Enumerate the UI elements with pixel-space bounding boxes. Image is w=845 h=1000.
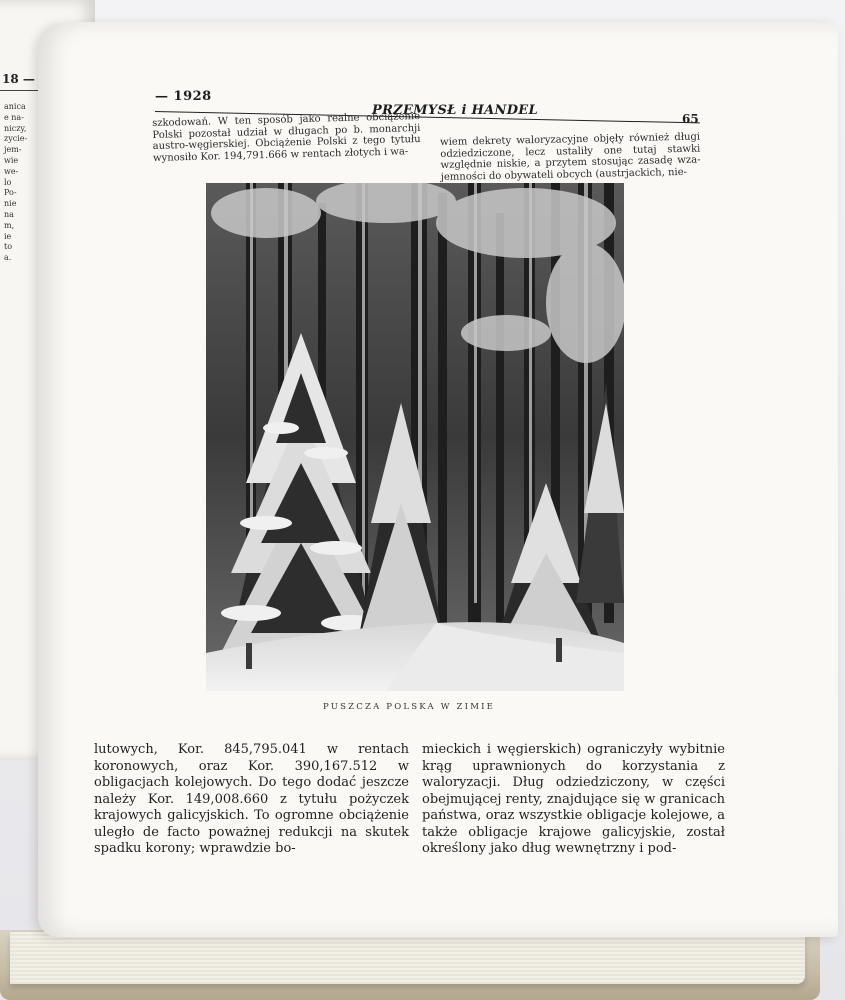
left-page-fragment: zycie- [4, 134, 28, 144]
left-page-fragment: m, [4, 220, 15, 230]
top-left-paragraph: szkodowań. W ten sposób jako realne obciążenie Polski pozostał udział w długach po b. monarchji austro-węgierskiej. Obciążenie Polski z tego tytułu wynosiło Kor. 194,791.666 w rentach złotych i wa- [152, 110, 421, 164]
left-page-fragment: we- [4, 166, 19, 176]
left-page-fragment: nie [4, 199, 17, 209]
left-page-fragment: anica [4, 102, 26, 111]
left-page-fragment: e na- [4, 112, 24, 122]
left-page-fragment: lo [4, 177, 12, 187]
bottom-left-paragraph: lutowych, Kor. 845,795.041 w rentach koronowych, oraz Kor. 390,167.512 w obligacjach kolejowych. Do tego dodać jeszcze należy Kor. 149,008.660 z tytułu pożyczek krajowych galicyjskich. To ogromne obciążenie uległo de facto poważnej redukcji na skutek spadku korony; wprawdzie bo- [94, 742, 409, 856]
left-page-fragment: jem- [4, 145, 22, 155]
journal-title: PRZEMYSŁ i HANDEL [372, 103, 538, 118]
left-page-fragment: niczy, [4, 123, 27, 133]
header-year: — 1928 [155, 89, 212, 104]
photo-caption: PUSZCZA POLSKA W ZIMIE [323, 702, 496, 712]
left-page-number: 18 — [2, 72, 35, 86]
left-page-fragment: na [4, 210, 14, 219]
top-left-column [152, 111, 421, 164]
left-page-fragment: Po- [4, 188, 17, 198]
left-page-fragment: ie [4, 231, 12, 241]
forest-photograph [206, 183, 624, 691]
page-number: 65 [682, 112, 699, 126]
left-page-fragment: a. [4, 253, 12, 263]
top-right-column [440, 132, 701, 183]
page-edges [10, 932, 805, 984]
running-head [0, 0, 845, 130]
left-page-fragment: to [4, 242, 13, 252]
bottom-right-column [422, 742, 725, 858]
left-page-fragment: wie [4, 156, 19, 165]
bottom-left-column [94, 742, 409, 858]
bottom-right-paragraph: mieckich i węgierskich) ograniczyły wybitnie krąg uprawnionych do korzystania z waloryzacji. Dług odziedziczony, w części obejmującej renty, znajdujące się w granicach państwa, oraz wszystkie obligacje kolejowe, a także obligacje krajowe galicyjskie, został określony jako dług wewnętrzny i pod- [422, 742, 725, 856]
top-right-paragraph: wiem dekrety waloryzacyjne objęły również długi odziedziczone, lecz ustaliły one tutaj stawki względnie niskie, a przytem stosując zasadę wza- jemności do obywateli obcych (austrjackich, nie- [440, 131, 701, 183]
